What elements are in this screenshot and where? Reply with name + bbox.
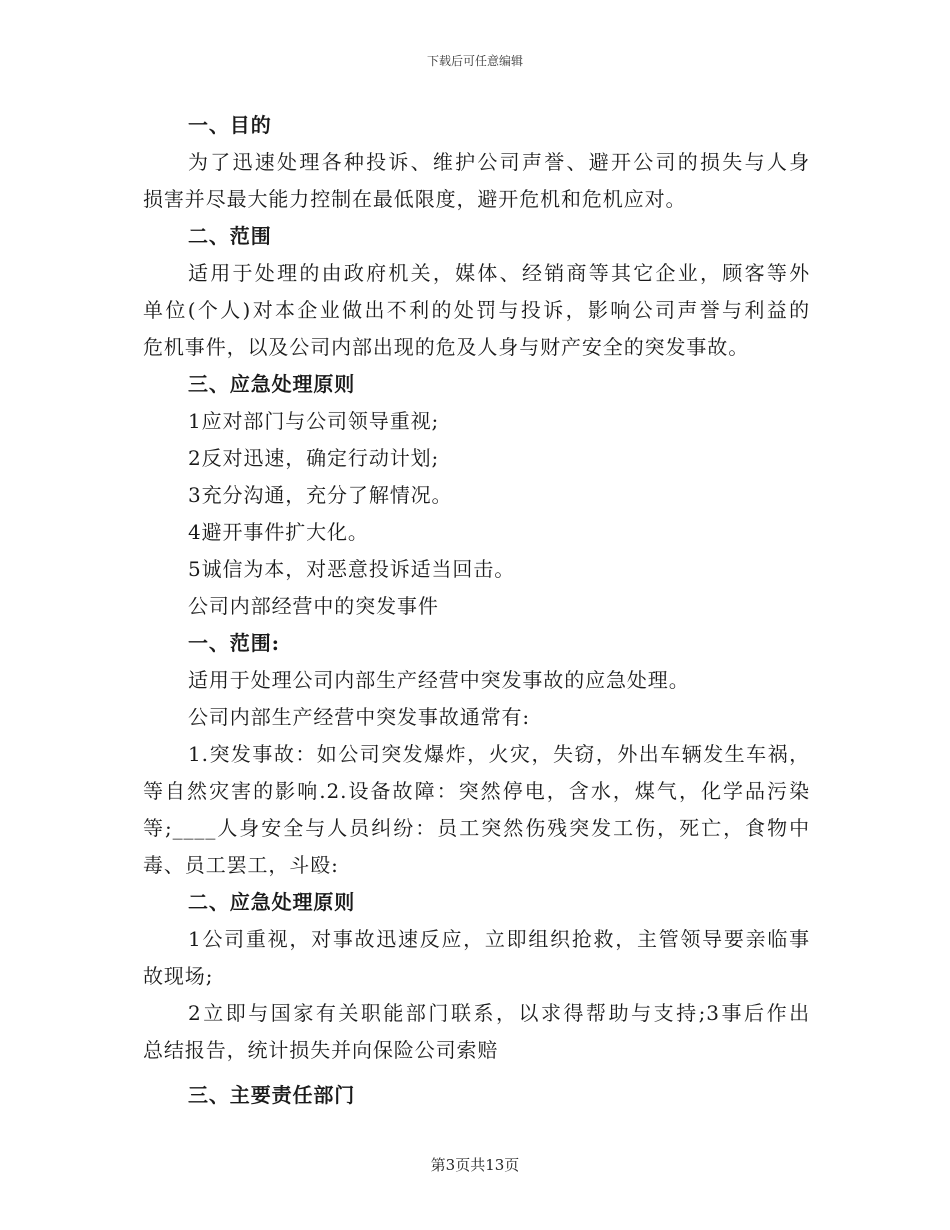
section-heading: 二、范围 [188,224,272,248]
section-heading: 三、主要责任部门 [188,1083,356,1107]
page-header: 下载后可任意编辑 [426,54,523,68]
paragraph-line: 2反对迅速，确定行动计划; [188,446,440,470]
paragraph-line: 1应对部门与公司领导重视; [188,409,440,433]
section-heading: 三、应急处理原则 [188,372,356,396]
paragraph-line: 为了迅速处理各种投诉、维护公司声誉、避开公司的损失与人身 [188,150,810,174]
paragraph-line: 适用于处理的由政府机关，媒体、经销商等其它企业，顾客等外 [188,261,810,285]
document-body [143,107,810,1114]
section-heading: 一、范围: [188,631,280,655]
paragraph-line: 2立即与国家有关职能部门联系，以求得帮助与支持;3事后作出 [188,1001,810,1025]
paragraph-line: 总结报告，统计损失并向保险公司索赔 [143,1038,499,1062]
paragraph-line: 危机事件，以及公司内部出现的危及人身与财产安全的突发事故。 [143,335,750,359]
paragraph-line: 4避开事件扩大化。 [188,520,369,544]
paragraph-line: 适用于处理公司内部生产经营中突发事故的应急处理。 [188,668,690,692]
paragraph-line: 等自然灾害的影响.2.设备故障：突然停电，含水，煤气，化学品污染 [143,779,810,803]
paragraph-line: 故现场; [143,964,214,988]
paragraph-line: 单位(个人)对本企业做出不利的处罚与投诉，影响公司声誉与利益的 [143,298,810,322]
paragraph-line: 1公司重视，对事故迅速反应，立即组织抢救，主管领导要亲临事 [188,927,810,951]
paragraph-line: 5诚信为本，对恶意投诉适当回击。 [188,557,516,581]
paragraph-line: 公司内部经营中的突发事件 [188,594,439,618]
paragraph-line: 3充分沟通，充分了解情况。 [188,483,453,507]
paragraph-line: 毒、员工罢工，斗殴: [143,853,339,877]
paragraph-line: 等;____人身安全与人员纠纷：员工突然伤残突发工伤，死亡，食物中 [143,816,810,840]
section-heading: 二、应急处理原则 [188,890,356,914]
paragraph-line: 损害并尽最大能力控制在最低限度，避开危机和危机应对。 [143,187,687,211]
section-heading: 一、目的 [188,113,272,137]
paragraph-line: 公司内部生产经营中突发事故通常有: [188,705,531,729]
page-number-footer: 第3页共13页 [430,1156,520,1174]
paragraph-line: 1.突发事故：如公司突发爆炸，火灾，失窃，外出车辆发生车祸， [188,742,810,766]
